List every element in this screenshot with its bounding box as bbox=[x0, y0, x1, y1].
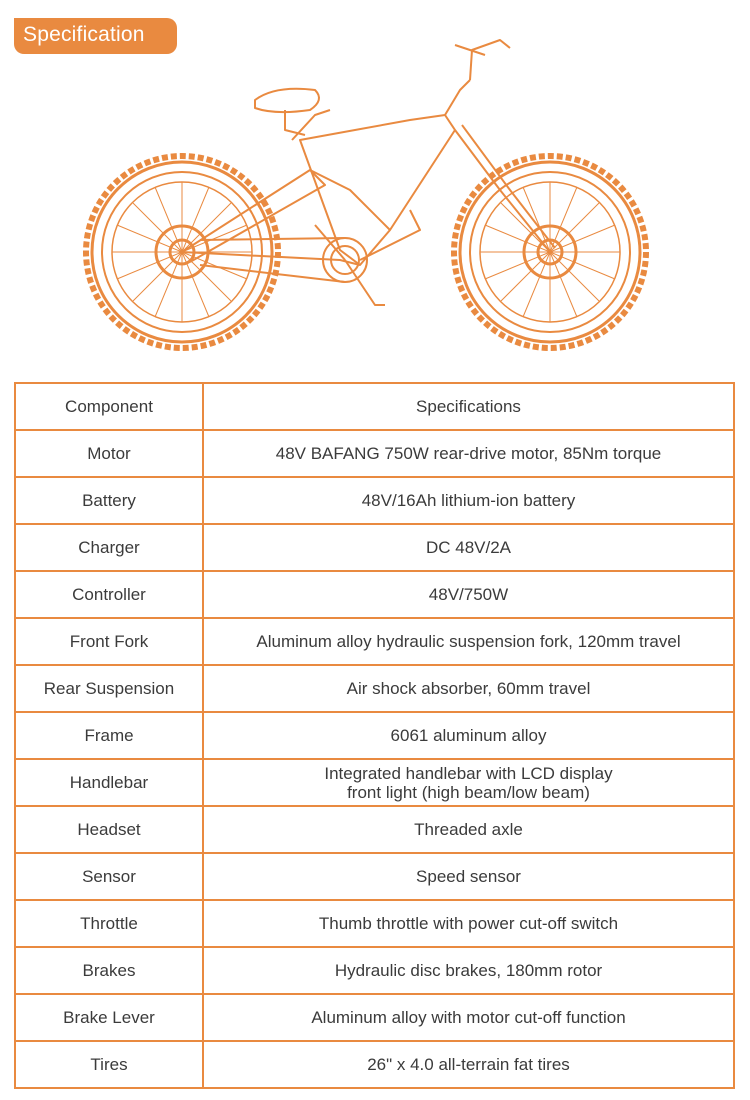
component-name: Controller bbox=[15, 571, 203, 618]
component-name: Handlebar bbox=[15, 759, 203, 806]
table-row bbox=[15, 571, 734, 618]
component-spec: 48V/16Ah lithium-ion battery bbox=[203, 477, 734, 524]
component-spec: DC 48V/2A bbox=[203, 524, 734, 571]
table-row bbox=[15, 994, 734, 1041]
table-row bbox=[15, 1041, 734, 1088]
component-spec-line: Integrated handlebar with LCD display bbox=[324, 763, 613, 783]
table-row bbox=[15, 524, 734, 571]
component-spec: 48V/750W bbox=[203, 571, 734, 618]
component-name: Rear Suspension bbox=[15, 665, 203, 712]
table-row bbox=[15, 477, 734, 524]
table-row bbox=[15, 665, 734, 712]
component-name: Sensor bbox=[15, 853, 203, 900]
component-spec: 26" x 4.0 all-terrain fat tires bbox=[203, 1041, 734, 1088]
component-spec: Air shock absorber, 60mm travel bbox=[203, 665, 734, 712]
component-name: Motor bbox=[15, 430, 203, 477]
component-spec: Aluminum alloy with motor cut-off function bbox=[203, 994, 734, 1041]
component-spec: Thumb throttle with power cut-off switch bbox=[203, 900, 734, 947]
table-row bbox=[15, 947, 734, 994]
component-name: Front Fork bbox=[15, 618, 203, 665]
component-spec: Threaded axle bbox=[203, 806, 734, 853]
table-header-row bbox=[15, 383, 734, 430]
table-row bbox=[15, 430, 734, 477]
table-row bbox=[15, 759, 734, 806]
component-name: Frame bbox=[15, 712, 203, 759]
component-spec: Hydraulic disc brakes, 180mm rotor bbox=[203, 947, 734, 994]
table-row bbox=[15, 853, 734, 900]
table-row bbox=[15, 900, 734, 947]
component-spec: 6061 aluminum alloy bbox=[203, 712, 734, 759]
component-name: Headset bbox=[15, 806, 203, 853]
component-name: Battery bbox=[15, 477, 203, 524]
component-name: Charger bbox=[15, 524, 203, 571]
component-spec: Speed sensor bbox=[203, 853, 734, 900]
component-spec: Aluminum alloy hydraulic suspension fork, 120mm travel bbox=[203, 618, 734, 665]
table-row bbox=[15, 712, 734, 759]
table-row bbox=[15, 618, 734, 665]
component-spec bbox=[203, 759, 734, 806]
column-header-component: Component bbox=[15, 383, 203, 430]
component-name: Tires bbox=[15, 1041, 203, 1088]
table-row bbox=[15, 806, 734, 853]
component-name: Throttle bbox=[15, 900, 203, 947]
component-spec: 48V BAFANG 750W rear-drive motor, 85Nm torque bbox=[203, 430, 734, 477]
column-header-specifications: Specifications bbox=[203, 383, 734, 430]
section-title: Specification bbox=[23, 23, 145, 46]
component-spec-line: front light (high beam/low beam) bbox=[347, 782, 590, 802]
component-name: Brake Lever bbox=[15, 994, 203, 1041]
component-name: Brakes bbox=[15, 947, 203, 994]
fat-tire-ebike-line-drawing-icon bbox=[60, 20, 690, 360]
specification-table bbox=[14, 382, 735, 1089]
